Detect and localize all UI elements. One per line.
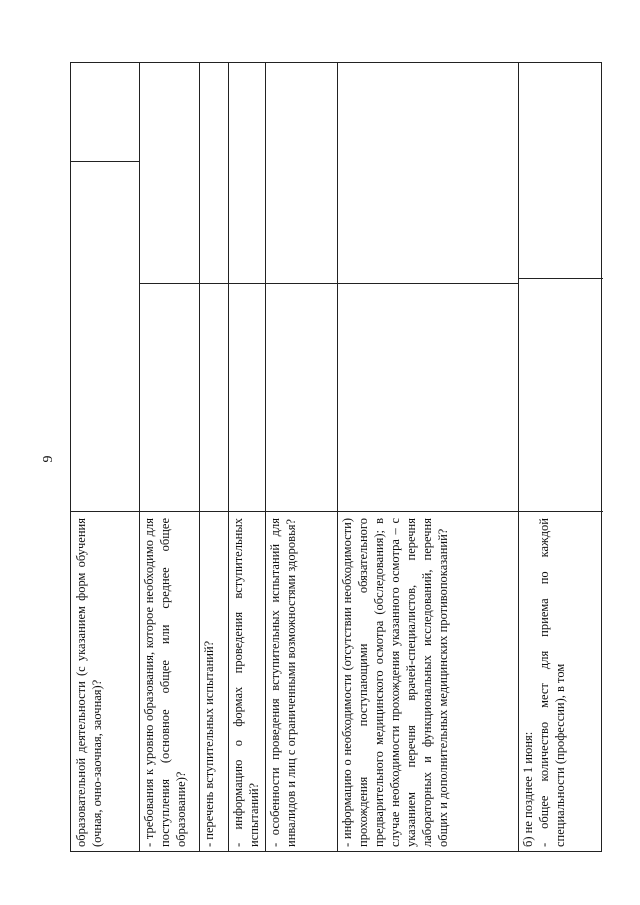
questionnaire-table xyxy=(70,62,602,852)
question-text: - особенности проведения вступительных испытаний для инвалидов и лиц с ограниченными возможностями здоровья? xyxy=(268,518,298,847)
question-text: - перечень вступительных испытаний? xyxy=(202,640,216,847)
column-border xyxy=(71,161,139,162)
row-border xyxy=(337,63,338,851)
row-border xyxy=(139,63,140,851)
question-text: - информацию о формах проведения вступительных испытаний? xyxy=(231,518,261,847)
question-cell xyxy=(73,514,139,851)
question-text: - требования к уровню образования, которое необходимо для поступления (основное общее или среднее общее образование)? xyxy=(142,518,188,847)
column-border xyxy=(518,278,603,279)
question-cell xyxy=(339,514,518,851)
row-border xyxy=(199,63,200,851)
question-cell xyxy=(141,514,199,851)
question-cell xyxy=(520,514,601,851)
row-border xyxy=(518,63,519,851)
question-cell xyxy=(267,514,337,851)
question-text: - общее количество мест для приема по каждой специальности (профессии), в том xyxy=(537,518,567,847)
question-cell xyxy=(201,514,228,851)
question-text: образовательной деятельности (с указанием форм обучения (очная, очно-заочная, заочная)? xyxy=(74,518,104,847)
row-border xyxy=(228,63,229,851)
column-border xyxy=(71,511,603,512)
row-border xyxy=(265,63,266,851)
question-text: - информацию о необходимости (отсутствии необходимости) прохождения поступающими обязательного предварительного медицинского осмотра (обследования); в случае необходимости прохождения указанного осмотра – с указанием перечня врачей-специалистов, перечня лабораторных и функциональных исследований, перечня общих и дополнительных медицинских противопоказаний? xyxy=(340,518,450,847)
column-border xyxy=(139,283,518,284)
page-number: 9 xyxy=(41,455,56,463)
question-cell xyxy=(230,514,265,851)
section-heading: б) не позднее 1 июня: xyxy=(521,731,535,847)
